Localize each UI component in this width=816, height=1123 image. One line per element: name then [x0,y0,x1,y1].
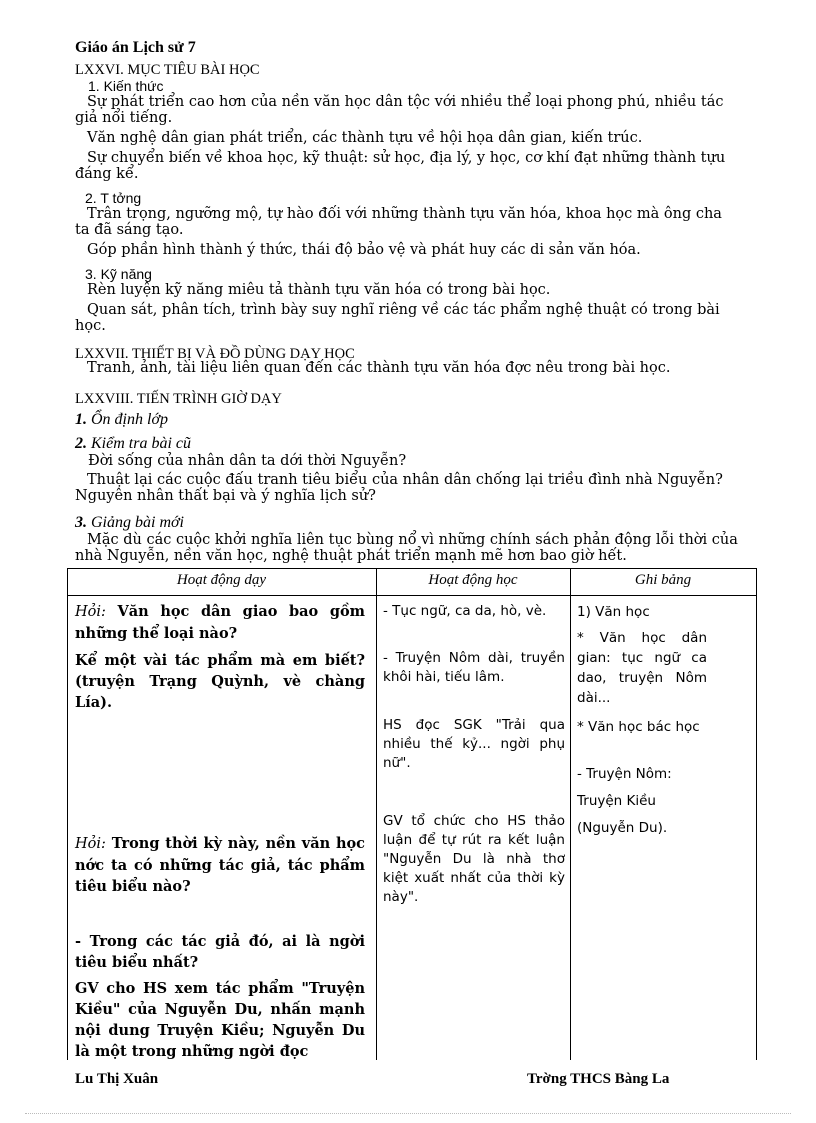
section-heading-process: LXXVIII. TIẾN TRÌNH GIỜ DẠY [75,391,282,407]
step-heading-1: 1. Ổn định lớp [75,411,168,428]
table-header-divider [67,595,757,596]
table-column-divider [376,568,377,1060]
paragraph: Thuật lại các cuộc đấu tranh tiêu biểu của nhân dân chống lại triều đình nhà Nguyễn? [87,472,723,488]
paragraph: Quan sát, phân tích, trình bày suy nghĩ riêng về các tác phẩm nghệ thuật có trong bài [87,302,720,318]
board-note-3: * Văn học bác học [577,719,700,735]
paragraph: ta đã sáng tạo. [75,222,184,238]
student-answer-3: HS đọc SGK "Trải qua nhiều thế kỷ... ngời phụ nữ". [383,717,565,771]
page-title: Giáo án Lịch sử 7 [75,39,196,56]
paragraph: Đời sống của nhân dân ta dới thời Nguyễn? [88,453,407,469]
paragraph: Góp phần hình thành ý thức, thái độ bảo vệ và phát huy các di sản văn hóa. [87,242,641,258]
paragraph: Văn nghệ dân gian phát triển, các thành tựu về hội họa dân gian, kiến trúc. [87,130,643,146]
section-heading-objectives: LXXVI. MỤC TIÊU BÀI HỌC [75,62,260,78]
table-column-divider [570,568,571,1060]
paragraph: Rèn luyện kỹ năng miêu tả thành tựu văn hóa có trong bài học. [87,282,551,298]
teacher-question-1: Hỏi: Văn học dân giao bao gồm những thể loại nào? [75,603,365,642]
step-heading-2: 2. Kiểm tra bài cũ [75,435,191,452]
paragraph: giả nổi tiếng. [75,110,173,126]
paragraph: Nguyên nhân thất bại và ý nghĩa lịch sử? [75,488,376,504]
teacher-question-4: - Trong các tác giả đó, ai là ngời tiêu biểu nhất? [75,933,365,971]
footer-author: Lu Thị Xuân [75,1071,159,1087]
table-border-left [67,568,68,1060]
table-border-top [67,568,757,569]
paragraph: đáng kể. [75,166,139,182]
step-heading-3: 3. Giảng bài mới [75,514,184,531]
footer-school: Trờng THCS Bàng La [527,1071,670,1087]
table-header-learning: Hoạt động học [428,572,518,588]
board-note-5: Truyện Kiều [577,793,656,809]
teacher-question-2: Kể một vài tác phẩm mà em biết? (truyện Trạng Quỳnh, vè chàng Lía). [75,652,365,711]
student-answer-2: - Truyện Nôm dài, truyền khôi hài, tiếu lâm. [383,650,565,685]
paragraph: học. [75,318,106,334]
paragraph: Sự chuyển biến về khoa học, kỹ thuật: sử học, địa lý, y học, cơ khí đạt những thành tựu [87,150,726,166]
board-note-6: (Nguyễn Du). [577,820,668,836]
table-header-teaching: Hoạt động dạy [176,572,267,588]
paragraph: Tranh, ảnh, tài liệu liên quan đến các thành tựu văn hóa đợc nêu trong bài học. [87,360,671,376]
student-answer-1: - Tục ngữ, ca da, hò, vè. [383,603,547,619]
page-bottom-divider [25,1113,791,1114]
subheading-ideology: 2. T tởng [85,190,142,206]
table-border-right [756,568,757,1060]
teacher-question-3: Hỏi: Trong thời kỳ này, nền văn học nớc ta có những tác giả, tác phẩm tiêu biểu nào? [75,835,365,895]
lesson-table [67,568,757,1060]
paragraph: Mặc dù các cuộc khởi nghĩa liên tục bùng nổ vì những chính sách phản động lỗi thời của [87,532,738,548]
teacher-activity-5: GV cho HS xem tác phẩm "Truyện Kiều" của Nguyễn Du, nhấn mạnh nội dung Truyện Kiều; Nguyễn Du là một trong những ngời đọc [75,980,365,1060]
paragraph: Sự phát triển cao hơn của nền văn học dân tộc với nhiều thể loại phong phú, nhiều tác [87,94,724,110]
board-note-4: - Truyện Nôm: [577,766,672,782]
paragraph: nhà Nguyễn, nền văn học, nghệ thuật phát triển mạnh mẽ hơn bao giờ hết. [75,548,627,564]
section-heading-equipment: LXXVII. THIẾT BỊ VÀ ĐỒ DÙNG DẠY HỌC [75,346,355,362]
table-header-board: Ghi bảng [634,572,692,588]
board-note-2: * Văn học dân gian: tục ngữ ca dao, truyện Nôm dài... [577,630,707,706]
paragraph: Trân trọng, ngưỡng mộ, tự hào đối với những thành tựu văn hóa, khoa học mà ông cha [87,206,722,222]
student-answer-4: GV tổ chức cho HS thảo luận để tự rút ra kết luận "Nguyễn Du là nhà thơ kiệt xuất nhất của thời kỳ này". [383,813,565,905]
subheading-skills: 3. Kỹ năng [85,266,152,282]
board-note-1: 1) Văn học [577,604,650,620]
subheading-knowledge: 1. Kiến thức [88,78,164,94]
